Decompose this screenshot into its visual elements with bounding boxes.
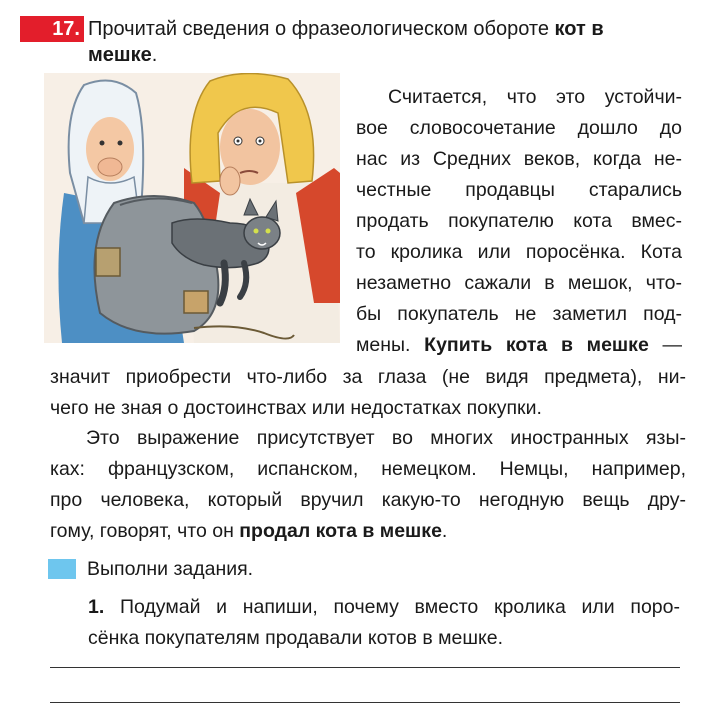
phrase-bold: мешке [88,44,152,66]
text-line: вое словосочетание дошло до [356,117,682,139]
paragraph-1-continuation [50,362,686,424]
exercise-instruction: Прочитай сведения о фразеологическом обороте кот в мешке. [88,18,604,66]
text-line: ках: французском, испанском, немецком. Немцы, например, [50,458,686,480]
text-line: мены. Купить кота в мешке — [356,334,683,356]
text-line: про человека, который вручил какую-то негодную вещь дру- [50,489,686,511]
text-line: значит приобрести что-либо за глаза (не видя предмета), ни- [50,366,686,388]
exercise-header [0,10,727,66]
text-line: 1. Подумай и напиши, почему вместо кролика или поро- [88,596,680,618]
phrase-bold: продал кота в мешке [239,520,442,542]
text-line: незаметно сажали в мешок, что- [356,272,682,294]
text-line: бы покупатель не заметил под- [356,303,682,325]
text-line: сёнка покупателям продавали котов в мешке. [88,627,504,649]
text-line: честные продавцы старались [356,179,682,201]
task-title: Выполни задания. [87,558,254,580]
text-line: нас из Средних веков, когда не- [356,148,682,170]
task-item-number: 1. [88,596,105,618]
text-line: чего не зная о достоинствах или недостатках покупки. [50,397,542,419]
text-line: Это выражение присутствует во многих иностранных язы- [86,427,686,449]
phrase-bold: кот в [554,18,604,40]
phrase-bold: Купить кота в мешке [424,334,649,356]
text-line: то кролика или поросёнка. Кота [356,241,682,263]
text-line: гому, говорят, что он продал кота в мешке. [50,520,448,542]
text-line: Считается, что это устойчи- [388,86,682,108]
paragraph-2 [50,423,686,547]
answer-line[interactable] [50,667,680,668]
paragraph-1-wrapped [356,82,682,361]
task-item-1 [88,592,680,654]
task-marker-badge [48,559,76,579]
answer-line[interactable] [50,702,680,703]
text-line: продать покупателю кота вмес- [356,210,682,232]
exercise-number-badge: 17. [20,16,84,42]
cat-in-sack-illustration [44,73,340,343]
